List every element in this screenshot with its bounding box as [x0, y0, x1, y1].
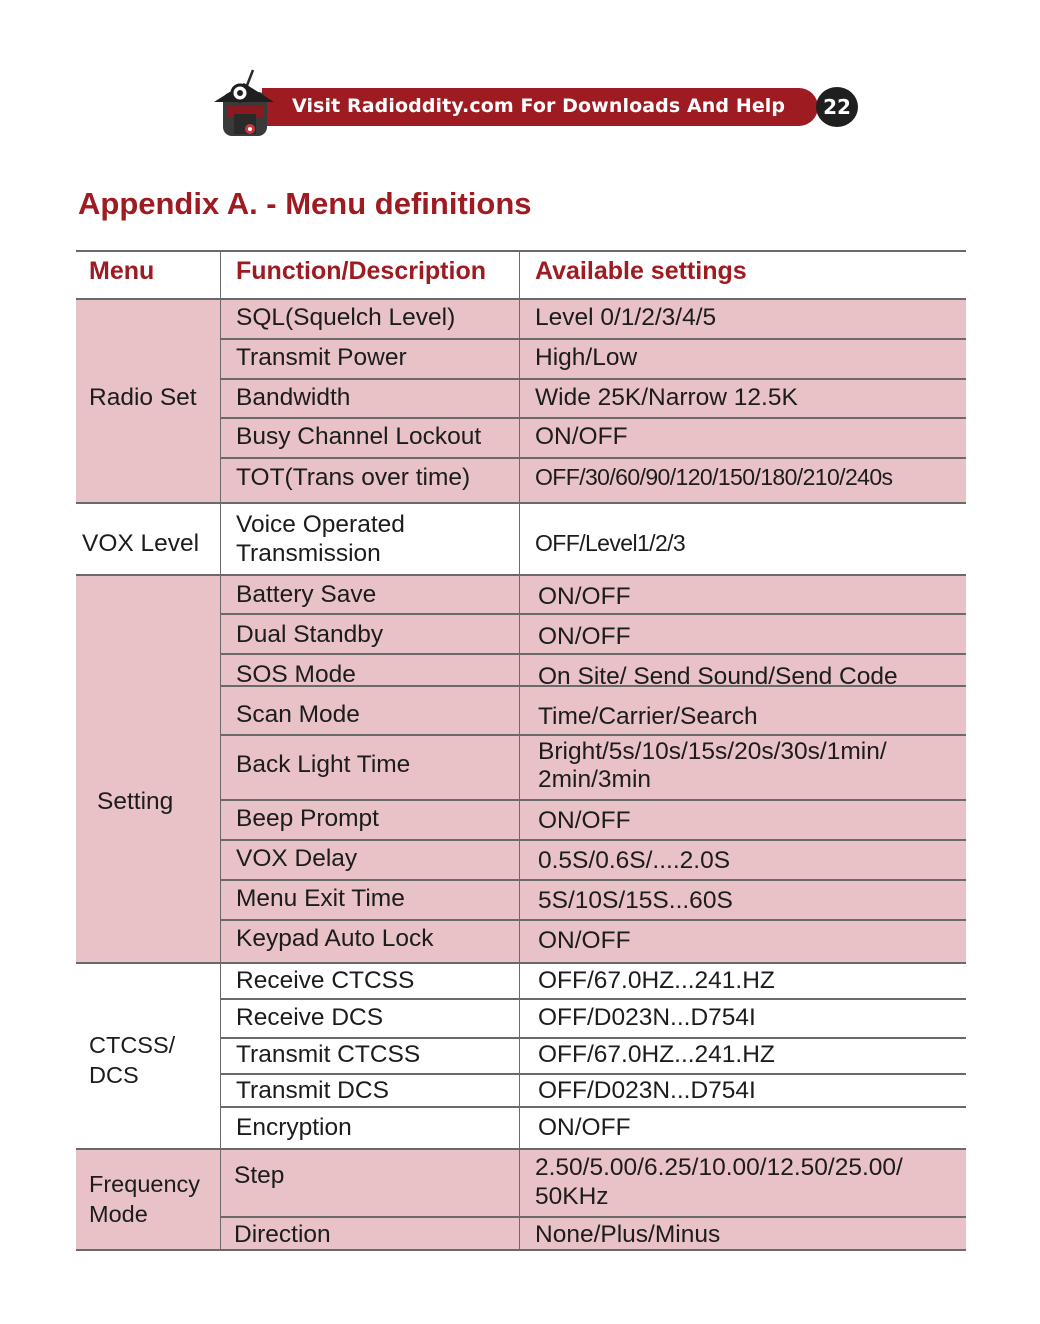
row-rule	[220, 378, 966, 380]
settings-line: 50KHz	[535, 1183, 609, 1210]
group-label-setting: Setting	[97, 788, 174, 815]
settings-cell: Wide 25K/Narrow 12.5K	[535, 384, 798, 411]
function-cell: VOX Delay	[236, 845, 358, 872]
group-label-frequency-mode	[89, 1169, 200, 1229]
settings-cell: ON/OFF	[538, 927, 631, 954]
settings-cell: None/Plus/Minus	[535, 1221, 721, 1248]
row-rule	[220, 1106, 966, 1108]
header-settings: Available settings	[535, 257, 747, 285]
settings-line: 2.50/5.00/6.25/10.00/12.50/25.00/	[535, 1154, 903, 1181]
settings-cell: Level 0/1/2/3/4/5	[535, 304, 717, 331]
row-rule	[220, 879, 966, 881]
function-cell: TOT(Trans over time)	[236, 464, 471, 491]
settings-line: Bright/5s/10s/15s/20s/30s/1min/	[538, 738, 887, 765]
row-rule	[220, 799, 966, 801]
function-cell: Transmit DCS	[236, 1077, 389, 1104]
page-number-badge: 22	[816, 87, 858, 127]
group-label-line: Frequency	[89, 1171, 201, 1197]
group-label-line: DCS	[89, 1062, 139, 1088]
group-rule	[76, 574, 966, 576]
header-function: Function/Description	[236, 257, 486, 285]
row-rule	[220, 613, 966, 615]
function-cell: Busy Channel Lockout	[236, 423, 482, 450]
function-cell: Keypad Auto Lock	[236, 925, 434, 952]
row-rule	[220, 839, 966, 841]
settings-cell	[538, 736, 887, 796]
header-rule	[76, 298, 966, 300]
function-cell: Beep Prompt	[236, 805, 379, 832]
settings-cell: OFF/67.0HZ...241.HZ	[538, 1041, 775, 1068]
group-label-radio-set: Radio Set	[89, 384, 197, 411]
settings-cell: ON/OFF	[538, 623, 631, 650]
header-menu: Menu	[89, 257, 155, 285]
function-cell: Step	[234, 1162, 285, 1189]
settings-cell: ON/OFF	[538, 807, 631, 834]
function-cell: SQL(Squelch Level)	[236, 304, 456, 331]
settings-cell: ON/OFF	[538, 1114, 631, 1141]
function-line: Voice Operated	[236, 511, 405, 538]
row-rule	[220, 457, 966, 459]
table-top-rule	[76, 250, 966, 252]
settings-cell: 0.5S/0.6S/....2.0S	[538, 847, 731, 874]
row-rule	[220, 1073, 966, 1075]
menu-definitions-table	[76, 250, 966, 1250]
function-cell: Menu Exit Time	[236, 885, 405, 912]
group-label-line: Mode	[89, 1201, 148, 1227]
page-title: Appendix A. - Menu definitions	[78, 186, 532, 221]
function-line: Transmission	[236, 540, 381, 567]
group-label-ctcss-dcs	[89, 1030, 175, 1090]
settings-cell: ON/OFF	[538, 583, 631, 610]
function-cell: Transmit CTCSS	[236, 1041, 421, 1068]
function-cell: Direction	[234, 1221, 331, 1248]
radioddity-mascot-logo-icon	[212, 66, 276, 142]
settings-cell: 5S/10S/15S...60S	[538, 887, 733, 914]
row-rule	[220, 338, 966, 340]
function-cell: Back Light Time	[236, 751, 411, 778]
row-rule	[220, 919, 966, 921]
settings-cell: OFF/D023N...D754I	[538, 1077, 756, 1104]
settings-cell: High/Low	[535, 344, 638, 371]
function-cell	[236, 508, 405, 570]
row-rule	[220, 653, 966, 655]
function-cell: Bandwidth	[236, 384, 351, 411]
group-label-line: CTCSS/	[89, 1032, 176, 1058]
row-rule	[220, 1037, 966, 1039]
function-cell: Encryption	[236, 1114, 352, 1141]
header-banner	[212, 66, 860, 142]
function-cell: Dual Standby	[236, 621, 384, 648]
banner-text: Visit Radioddity.com For Downloads And Help	[292, 95, 786, 117]
row-rule	[220, 1216, 966, 1218]
settings-cell: OFF/30/60/90/120/150/180/210/240s	[535, 464, 893, 490]
column-divider	[519, 250, 520, 1250]
settings-cell	[535, 1150, 903, 1214]
function-cell: SOS Mode	[236, 661, 356, 688]
column-divider	[220, 250, 221, 1250]
row-rule	[220, 417, 966, 419]
function-cell: Receive CTCSS	[236, 967, 415, 994]
settings-cell: ON/OFF	[535, 423, 628, 450]
function-cell: Scan Mode	[236, 701, 360, 728]
settings-cell: OFF/D023N...D754I	[538, 1004, 756, 1031]
settings-cell: On Site/ Send Sound/Send Code	[538, 663, 898, 690]
group-label-vox-level: VOX Level	[82, 530, 200, 557]
settings-cell: OFF/Level1/2/3	[535, 530, 686, 556]
function-cell: Transmit Power	[236, 344, 407, 371]
settings-cell: Time/Carrier/Search	[538, 703, 758, 730]
group-rule	[76, 502, 966, 504]
settings-line: 2min/3min	[538, 766, 652, 793]
function-cell: Receive DCS	[236, 1004, 384, 1031]
group-rule	[76, 962, 966, 964]
function-cell: Battery Save	[236, 581, 377, 608]
row-rule	[220, 998, 966, 1000]
table-bottom-rule	[76, 1249, 966, 1251]
settings-cell: OFF/67.0HZ...241.HZ	[538, 967, 775, 994]
